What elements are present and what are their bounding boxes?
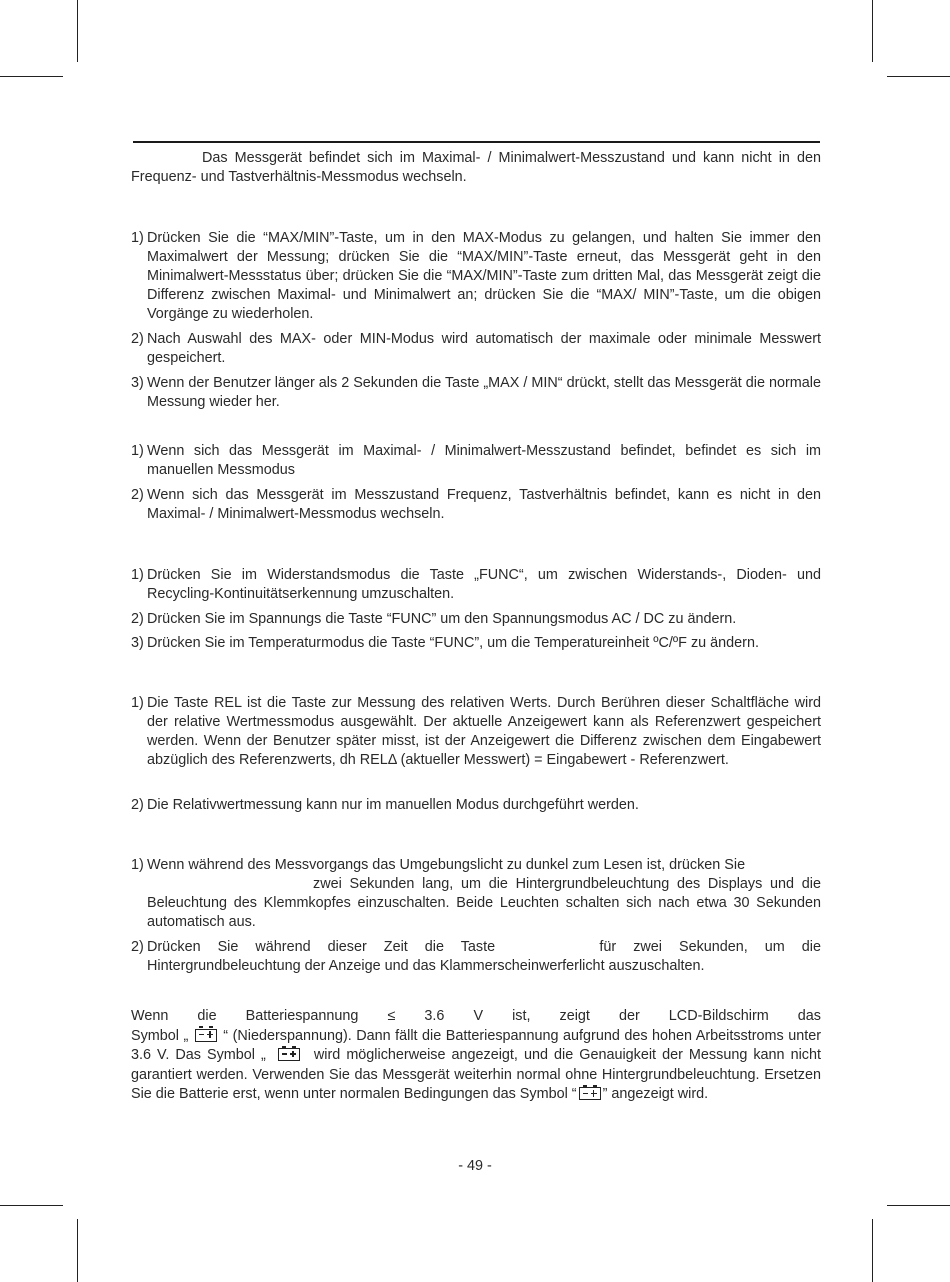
battery-text: Wenn die Batteriespannung ≤ 3.6 V ist, zeigt der LCD-Bildschirm das Symbol [131,1008,821,1044]
list-item [131,229,821,324]
list-item [131,634,821,653]
list-number: 1) [131,230,144,246]
crop-mark [77,1219,78,1282]
list-text: Drücken Sie im Spannungs die Taste “FUNC” um den Spannungsmodus AC / DC zu ändern. [147,611,737,627]
list-text: Wenn sich das Messgerät im Messzustand Frequenz, Tastverhältnis befindet, kann es nicht in den Maximal- / Minimalwert-Messmodus wechseln. [147,487,821,522]
list-item [131,610,821,629]
battery-text: „ [183,1027,189,1044]
battery-low-icon [278,1048,300,1061]
list-item [131,442,821,480]
list-text: Drücken Sie die “MAX/MIN”-Taste, um in den MAX-Modus zu gelangen, und halten Sie immer den Maximalwert der Messung; drücken Sie die “MAX/MIN”-Taste erneut, das Messgerät geht in den Minimalwert-Messstatus über; drücken Sie die “MAX/MIN”-Taste zum dritten Mal, das Messgerät zeigt die Differenz zwischen Maximal- und Minimalwert an; drücken Sie die “MAX/ MIN”-Taste, um die obigen Vorgänge zu wiederholen. [147,230,821,322]
list-number: 1) [131,695,144,711]
battery-text: “ (Niederspannung). Dann fällt die Batteriespannung aufgrund des hohen Arbeitsstroms unter 3.6 V. Das Symbol „ [131,1027,822,1064]
crop-mark [872,1219,873,1282]
list-text: Drücken Sie im Widerstandsmodus die Taste „FUNC“, um zwischen Widerstands-, Dioden- und Recycling-Kontinuitätserkennung umzuschalten. [147,567,821,602]
crop-mark [0,1205,63,1206]
battery-text: ” angezeigt wird. [602,1086,709,1103]
list-text: zwei Sekunden lang, um die Hintergrundbeleuchtung des Displays und die Beleuchtung des Klemmkopfes einzuschalten. Beide Leuchten schalten sich nach etwa 30 Sekunden automatisch aus. [147,876,821,930]
list-text: Wenn der Benutzer länger als 2 Sekunden die Taste „MAX / MIN“ drückt, stellt das Messgerät die normale Messung wieder her. [147,375,821,410]
crop-mark [0,76,63,77]
list-text: Drücken Sie während dieser Zeit die Taste [147,939,496,955]
crop-mark [887,1205,950,1206]
list-item [131,566,821,604]
page-number: - 49 - [458,1158,492,1174]
list-number: 2) [131,939,144,955]
list-text: für zwei Sekunden, um die [599,939,821,955]
battery-paragraph [131,1007,821,1105]
battery-low-icon [195,1029,217,1042]
list-text: Drücken Sie im Temperaturmodus die Taste “FUNC”, um die Temperatureinheit ºC/ºF zu ändern. [147,635,759,651]
header-rule [133,141,820,143]
list-text: Die Relativwertmessung kann nur im manuellen Modus durchgeführt werden. [147,797,639,813]
intro-paragraph: Das Messgerät befindet sich im Maximal- / Minimalwert-Messzustand und kann nicht in den Frequenz- und Tastverhältnis-Messmodus wechseln. [131,150,821,185]
list-number: 1) [131,443,144,459]
list-text: Die Taste REL ist die Taste zur Messung des relativen Werts. Durch Berühren dieser Schaltfläche wird der relative Wertmessmodus ausgewählt. Der aktuelle Anzeigewert kann als Referenzwert gespeichert werden. Wenn der Benutzer später misst, ist der Anzeigewert die Differenz zwischen dem Eingabewert abzüglich des Referenzwerts, dh RELΔ (aktueller Messwert) = Eingabewert - Referenzwert. [147,695,821,768]
list-text: Hintergrundbeleuchtung der Anzeige und das Klammerscheinwerferlicht auszuschalten. [147,958,705,974]
list-number: 2) [131,487,144,503]
list-item [131,330,821,368]
list-item [131,938,821,976]
list-number: 1) [131,857,144,873]
list-text: Wenn sich das Messgerät im Maximal- / Minimalwert-Messzustand befindet, befindet es sich im manuellen Messmodus [147,443,821,478]
list-number: 2) [131,611,144,627]
battery-low-icon [579,1087,601,1100]
list-number: 1) [131,567,144,583]
list-number: 2) [131,331,144,347]
list-item [131,856,821,932]
list-number: 2) [131,797,144,813]
list-number: 3) [131,635,144,651]
list-item [131,694,821,770]
battery-text: wird möglicherweise angezeigt, und die Genauigkeit der Messung kann nicht garantiert werden. Verwenden Sie das Messgerät weiterhin normal ohne Hintergrundbeleuchtung. Ersetzen Sie die Batterie erst, wenn unter normalen Bedingungen das Symbol “ [131,1047,821,1103]
list-item [131,796,821,815]
list-item [131,486,821,524]
list-text: Wenn während des Messvorgangs das Umgebungslicht zu dunkel zum Lesen ist, drücken Sie [147,857,746,873]
crop-mark [872,0,873,62]
crop-mark [887,76,950,77]
list-line [147,938,821,957]
crop-mark [77,0,78,62]
list-number: 3) [131,375,144,391]
list-item [131,374,821,412]
list-text: Nach Auswahl des MAX- oder MIN-Modus wird automatisch der maximale oder minimale Messwert gespeichert. [147,331,821,366]
